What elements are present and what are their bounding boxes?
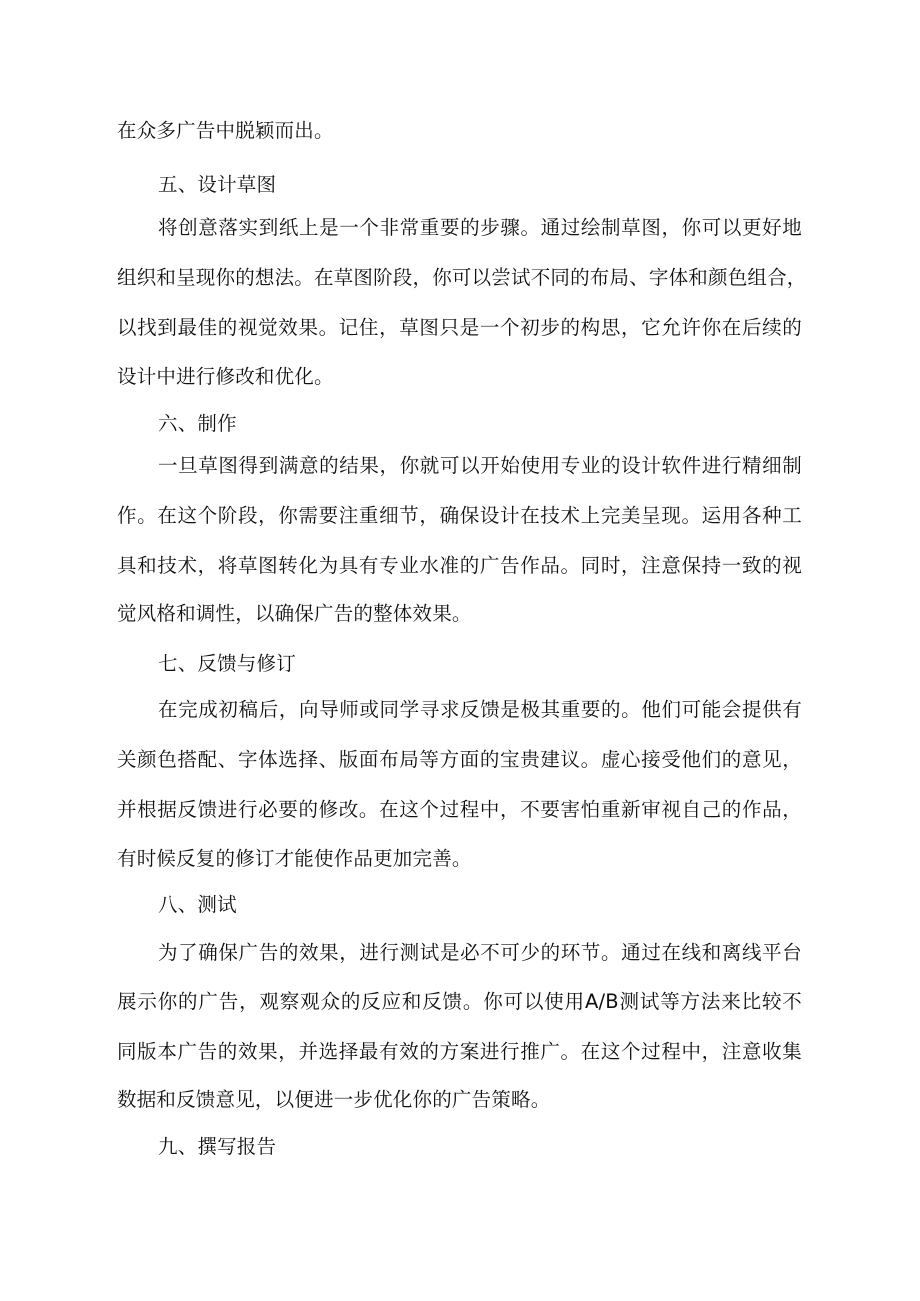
section-heading-production: 六、制作 [158, 412, 237, 435]
paragraph-line: 一旦草图得到满意的结果，你就可以开始使用专业的设计软件进行精细制 [158, 454, 802, 477]
paragraph-end-line: 在众多广告中脱颖而出。 [117, 119, 334, 142]
paragraph-line: 同版本广告的效果，并选择最有效的方案进行推广。在这个过程中，注意收集 [117, 1040, 802, 1063]
paragraph-line: 为了确保广告的效果，进行测试是必不可少的环节。通过在线和离线平台 [158, 941, 802, 964]
paragraph-line: 展示你的广告，观察观众的反应和反馈。你可以使用A/B测试等方法来比较不 [117, 990, 802, 1013]
paragraph-line: 有时候反复的修订才能使作品更加完善。 [117, 847, 472, 870]
paragraph-line: 在完成初稿后，向导师或同学寻求反馈是极其重要的。他们可能会提供有 [158, 698, 802, 721]
paragraph-line: 以找到最佳的视觉效果。记住，草图只是一个初步的构思，它允许你在后续的 [117, 316, 802, 339]
section-heading-report: 九、撰写报告 [158, 1135, 277, 1158]
paragraph-line: 觉风格和调性，以确保广告的整体效果。 [117, 602, 472, 625]
paragraph-line: 组织和呈现你的想法。在草图阶段，你可以尝试不同的布局、字体和颜色组合， [117, 266, 807, 289]
paragraph-line: 数据和反馈意见，以便进一步优化你的广告策略。 [117, 1088, 551, 1111]
paragraph-line: 并根据反馈进行必要的修改。在这个过程中，不要害怕重新审视自己的作品， [117, 798, 802, 821]
paragraph-line: 作。在这个阶段，你需要注重细节，确保设计在技术上完美呈现。运用各种工 [117, 504, 802, 527]
paragraph-line: 设计中进行修改和优化。 [117, 365, 334, 388]
paragraph-line: 将创意落实到纸上是一个非常重要的步骤。通过绘制草图，你可以更好地 [158, 216, 802, 239]
section-heading-feedback-revision: 七、反馈与修订 [158, 652, 296, 675]
section-heading-design-sketch: 五、设计草图 [158, 173, 277, 196]
paragraph-line: 关颜色搭配、字体选择、版面布局等方面的宝贵建议。虚心接受他们的意见， [117, 748, 802, 771]
section-heading-testing: 八、测试 [158, 893, 237, 916]
paragraph-line: 具和技术，将草图转化为具有专业水准的广告作品。同时，注意保持一致的视 [117, 554, 802, 577]
